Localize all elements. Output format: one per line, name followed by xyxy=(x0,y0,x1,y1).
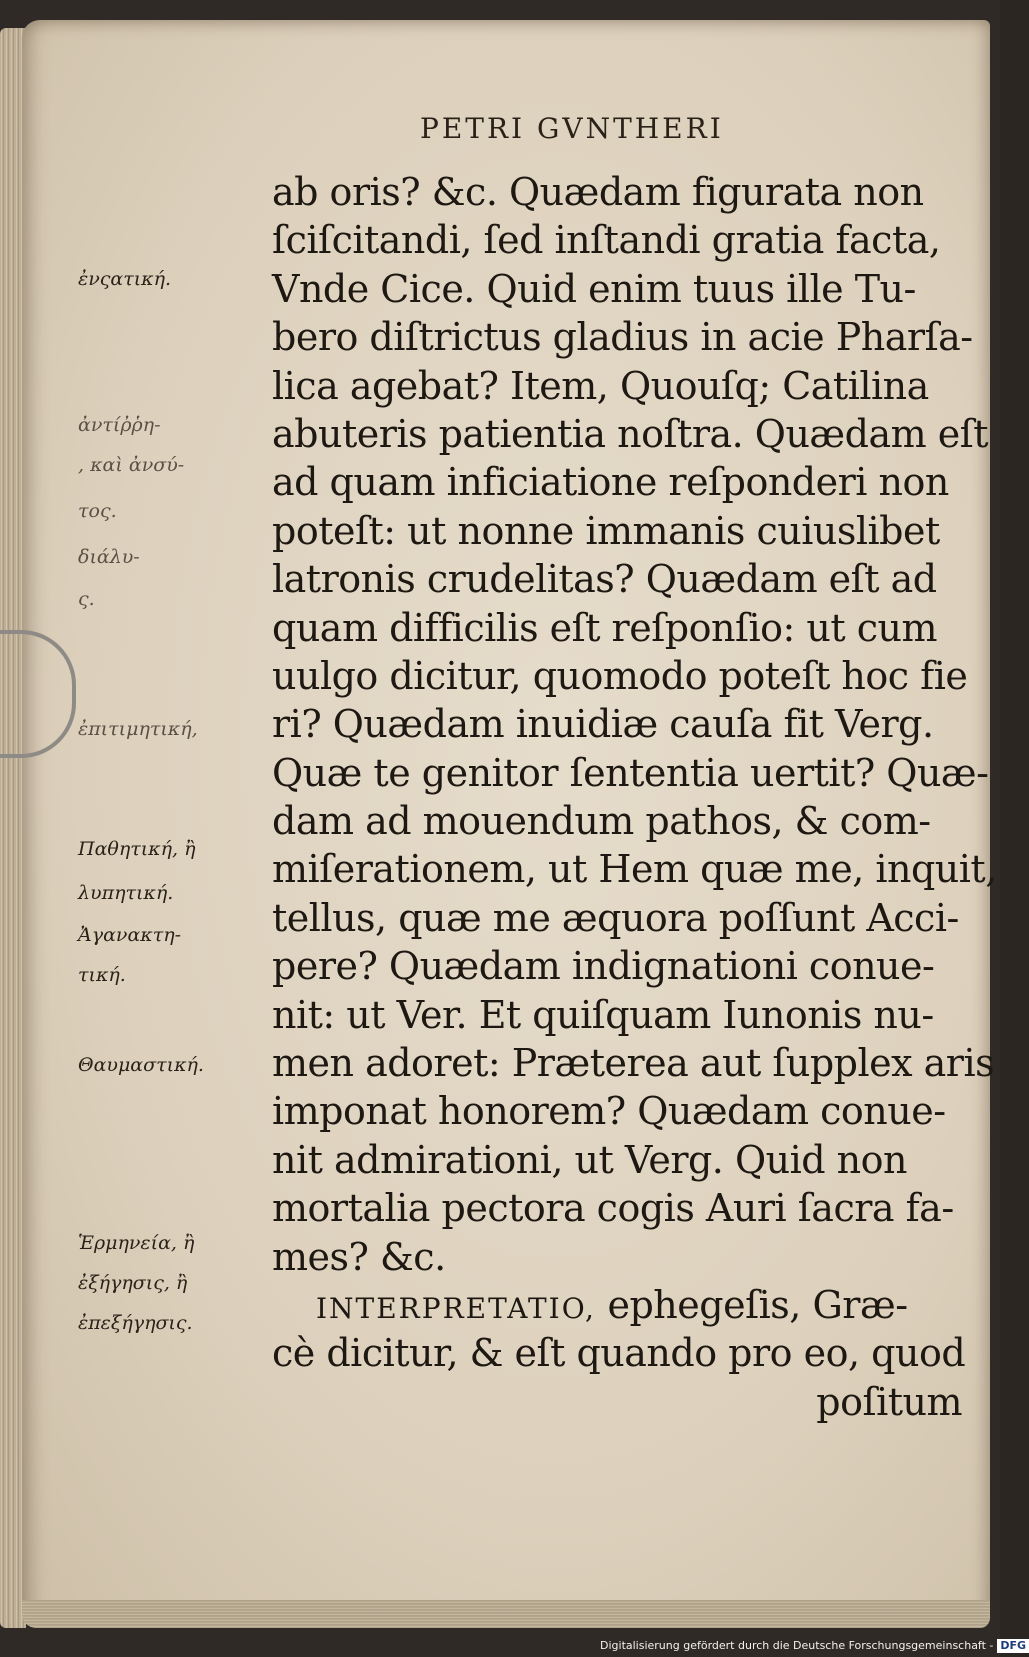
body-line: poteſt: ut nonne immanis cuiuslibet xyxy=(272,508,940,553)
margin-note: λυπητική. xyxy=(78,882,174,904)
margin-note: ἐνςατική. xyxy=(78,268,172,290)
margin-note: τική. xyxy=(78,964,126,986)
margin-note: Θαυμαστική. xyxy=(78,1054,204,1076)
margin-note: ἐπιτιμητική, xyxy=(78,718,198,740)
body-line: nit admirationi, ut Verg. Quid non xyxy=(272,1137,907,1182)
body-line: ri? Quædam inuidiæ cauſa fit Verg. xyxy=(272,702,934,747)
margin-note: Ἑρμηνεία, ἢ xyxy=(78,1232,195,1254)
body-line: tellus, quæ me æquora poſſunt Acci- xyxy=(272,895,959,940)
margin-note: Παθητική, ἢ xyxy=(78,838,196,860)
digitization-credit xyxy=(600,1636,1027,1656)
body-text xyxy=(272,168,997,1426)
body-line: bero diſtrictus gladius in acie Pharſa- xyxy=(272,315,973,360)
body-line: men adoret: Præterea aut ſupplex aris xyxy=(272,1041,995,1086)
body-line: abuteris patientia noſtra. Quædam eſt xyxy=(272,411,989,456)
margin-note: , καὶ ἀνσύ- xyxy=(78,454,185,476)
body-line: pere? Quædam indignationi conue- xyxy=(272,944,935,989)
margin-note: ἐπεξήγησις. xyxy=(78,1312,193,1334)
body-line: lica agebat? Item, Quouſq; Catilina xyxy=(272,363,929,408)
body-line: latronis crudelitas? Quædam eſt ad xyxy=(272,557,937,602)
body-line: ſciſcitandi, ſed inſtandi gratia facta, xyxy=(272,218,941,263)
body-line: nit: ut Ver. Et quiſquam Iunonis nu- xyxy=(272,992,934,1037)
margin-note: Ἀγανακτη- xyxy=(78,924,182,946)
margin-note: ἐξήγησις, ἢ xyxy=(78,1272,188,1294)
body-line: ab oris? &c. Quædam figurata non xyxy=(272,170,924,214)
margin-note: διάλυ- xyxy=(78,546,140,568)
interpretatio-rest: ephegeſis, Græ- xyxy=(595,1282,908,1327)
running-head: PETRI GVNTHERI xyxy=(420,112,724,145)
body-line: Vnde Cice. Quid enim tuus ille Tu- xyxy=(272,266,916,311)
margin-note: ἀντίῤῥη- xyxy=(78,414,161,436)
dfg-logo: DFG xyxy=(997,1639,1029,1653)
interpretatio-line xyxy=(272,1281,962,1329)
body-line: cè dicitur, & eſt quando pro eo, quod xyxy=(272,1331,966,1376)
body-line: imponat honorem? Quædam conue- xyxy=(272,1089,946,1134)
body-line: dam ad mouendum pathos, & com- xyxy=(272,799,931,844)
credit-text: Digitalisierung gefördert durch die Deutsche Forschungsgemeinschaft - xyxy=(600,1639,994,1652)
body-line: quam difficilis eſt reſponſio: ut cum xyxy=(272,605,938,650)
margin-note: τος. xyxy=(78,500,117,522)
body-line: mortalia pectora cogis Auri ſacra fa- xyxy=(272,1186,954,1231)
body-line: ad quam inficiatione reſponderi non xyxy=(272,460,949,505)
body-line: Quæ te genitor ſententia uertit? Quæ- xyxy=(272,750,989,795)
body-line: uulgo dicitur, quomodo poteſt hoc fie xyxy=(272,653,968,698)
page-bottom-edge xyxy=(22,1600,990,1628)
body-line: miſerationem, ut Hem quæ me, inquit, xyxy=(272,847,997,892)
margin-note: ς. xyxy=(78,588,95,610)
body-line: mes? &c. xyxy=(272,1234,446,1279)
interpretatio-term: INTERPRETATIO, xyxy=(316,1291,596,1325)
catchword: poſitum xyxy=(816,1379,962,1424)
